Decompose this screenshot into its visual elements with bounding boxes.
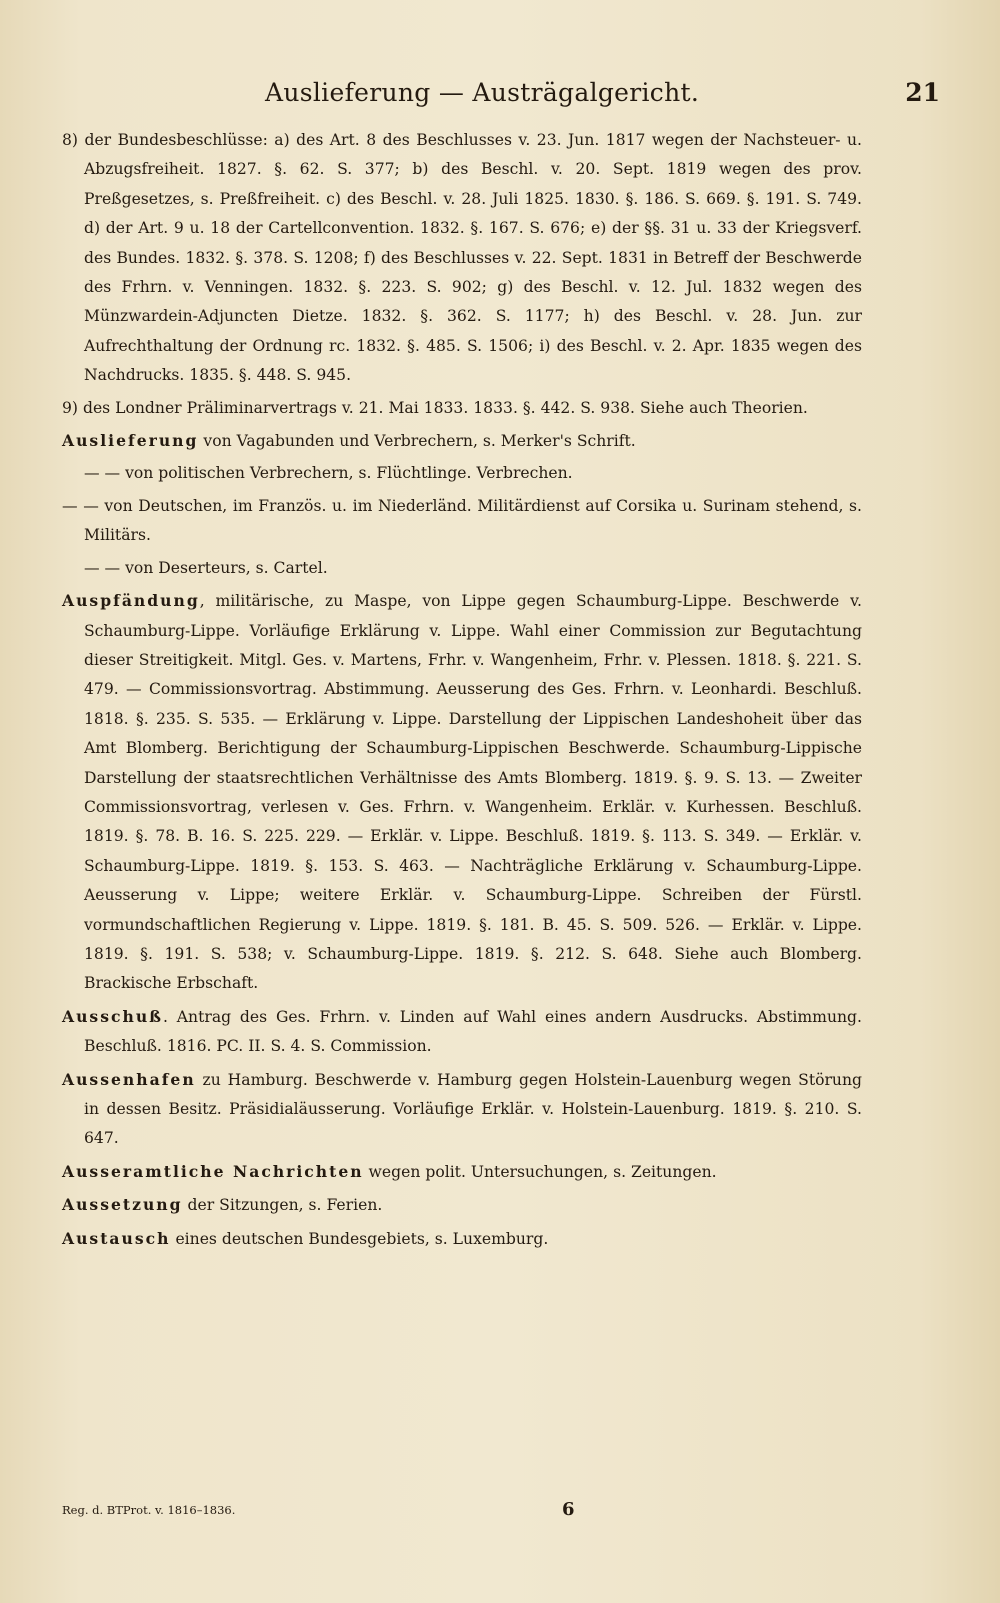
page-header [60,78,940,114]
entry-text: 8) der Bundesbeschlüsse: a) des Art. 8 des Beschlusses v. 23. Jun. 1817 wegen der Nachsteuer- u. Abzugsfreiheit. 1827. §. 62. S. 377; b) des Beschl. v. 20. Sept. 1819 wegen des prov. Preßgesetzes, s. Preßfreiheit. c) des Beschl. v. 28. Juli 1825. 1830. §. 186. S. 669. §. 191. S. 749. d) der Art. 9 u. 18 der Cartellconvention. 1832. §. 167. S. 676; e) der §§. 31 u. 33 der Kriegsverf. des Bundes. 1832. §. 378. S. 1208; f) des Beschlusses v. 22. Sept. 1831 in Betreff der Beschwerde des Frhrn. v. Venningen. 1832. §. 223. S. 902; g) des Beschl. v. 12. Jul. 1832 wegen des Münzwardein-Adjuncten Dietze. 1832. §. 362. S. 1177; h) des Beschl. v. 28. Jun. zur Aufrechthaltung der Ordnung rc. 1832. §. 485. S. 1506; i) des Beschl. v. 2. Apr. 1835 wegen des Nachdrucks. 1835. §. 448. S. 945. [62,131,862,385]
entry-text: — — von Deserteurs, s. Cartel. [84,558,328,577]
index-entry-aussetzung [62,1190,862,1220]
entry-headword: Ausschuß [62,1006,164,1026]
index-entries [62,126,862,1254]
index-entry-item-8 [62,126,862,391]
entry-text: . Antrag des Ges. Frhrn. v. Linden auf Wahl eines andern Ausdrucks. Abstimmung. Beschluß. 1816. PC. II. S. 4. S. Commission. [84,1007,862,1056]
entry-headword: Aussetzung [62,1195,183,1215]
page-number: 21 [905,78,940,107]
entry-text: eines deutschen Bundesgebiets, s. Luxemburg. [170,1229,549,1248]
index-entry-ausschuss [62,1002,862,1062]
entry-headword: Auslieferung [62,431,199,451]
index-entry-austausch [62,1224,862,1254]
entry-text: von Vagabunden und Verbrechern, s. Merker's Schrift. [198,432,636,451]
index-entry-auslieferung-politische [62,459,862,488]
index-entry-ausseramtliche [62,1157,862,1187]
entry-text: der Sitzungen, s. Ferien. [182,1196,383,1215]
entry-text: zu Hamburg. Beschwerde v. Hamburg gegen Holstein-Lauenburg wegen Störung in dessen Besitz. Präsidialäusserung. Vorläufige Erklär. v. Holstein-Lauenburg. 1819. §. 210. S. 647. [84,1070,862,1148]
entry-headword: Austausch [62,1228,171,1248]
entry-text: , militärische, zu Maspe, von Lippe gegen Schaumburg-Lippe. Beschwerde v. Schaumburg-Lippe. Vorläufige Erklärung v. Lippe. Wahl einer Commission zur Begutachtung dieser Streitigkeit. Mitgl. Ges. v. Martens, Frhr. v. Wangenheim, Frhr. v. Plessen. 1818. §. 221. S. 479. — Commissionsvortrag. Abstimmung. Aeusserung des Ges. Frhrn. v. Leonhardi. Beschluß. 1818. §. 235. S. 535. — Erklärung v. Lippe. Darstellung der Lippischen Landeshoheit über das Amt Blomberg. Berichtigung der Schaumburg-Lippischen Beschwerde. Schaumburg-Lippische Darstellung der staatsrechtlichen Verhältnisse des Amts Blomberg. 1819. §. 9. S. 13. — Zweiter Commissionsvortrag, verlesen v. Ges. Frhrn. v. Wangenheim. Erklär. v. Kurhessen. Beschluß. 1819. §. 78. B. 16. S. 225. 229. — Erklär. v. Lippe. Beschluß. 1819. §. 113. S. 349. — Erklär. v. Schaumburg-Lippe. 1819. §. 153. S. 463. — Nachträgliche Erklärung v. Schaumburg-Lippe. Aeusserung v. Lippe; weitere Erklär. v. Schaumburg-Lippe. Schreiben der Fürstl. vormundschaftlichen Regierung v. Lippe. 1819. §. 181. B. 45. S. 509. 526. — Erklär. v. Lippe. 1819. §. 191. S. 538; v. Schaumburg-Lippe. 1819. §. 212. S. 648. Siehe auch Blomberg. Brackische Erbschaft. [84,592,862,993]
index-entry-auspfaendung [62,586,862,999]
signature-mark: Reg. d. BTProt. v. 1816–1836. [62,1503,236,1517]
running-head: Auslieferung — Austrägalgericht. [265,78,700,107]
index-entry-auslieferung-deutsche [62,492,862,551]
index-entry-auslieferung-vagabunden [62,426,862,456]
entry-headword: Auspfändung [62,591,200,611]
page-footer [62,1499,862,1533]
index-entry-item-9 [62,394,862,423]
entry-headword: Aussenhafen [62,1069,196,1089]
entry-headword: Ausseramtliche Nachrichten [62,1161,364,1181]
entry-text: — — von politischen Verbrechern, s. Flüchtlinge. Verbrechen. [84,464,573,483]
index-entry-aussenhafen [62,1065,862,1154]
entry-text: — — von Deutschen, im Französ. u. im Niederländ. Militärdienst auf Corsika u. Surinam stehend, s. Militärs. [62,496,862,545]
sheet-number: 6 [562,1499,575,1520]
entry-text: 9) des Londner Präliminarvertrags v. 21. Mai 1833. 1833. §. 442. S. 938. Siehe auch Theorien. [62,398,808,417]
entry-text: wegen polit. Untersuchungen, s. Zeitungen. [363,1162,717,1181]
index-entry-auslieferung-deserteurs [62,554,862,583]
